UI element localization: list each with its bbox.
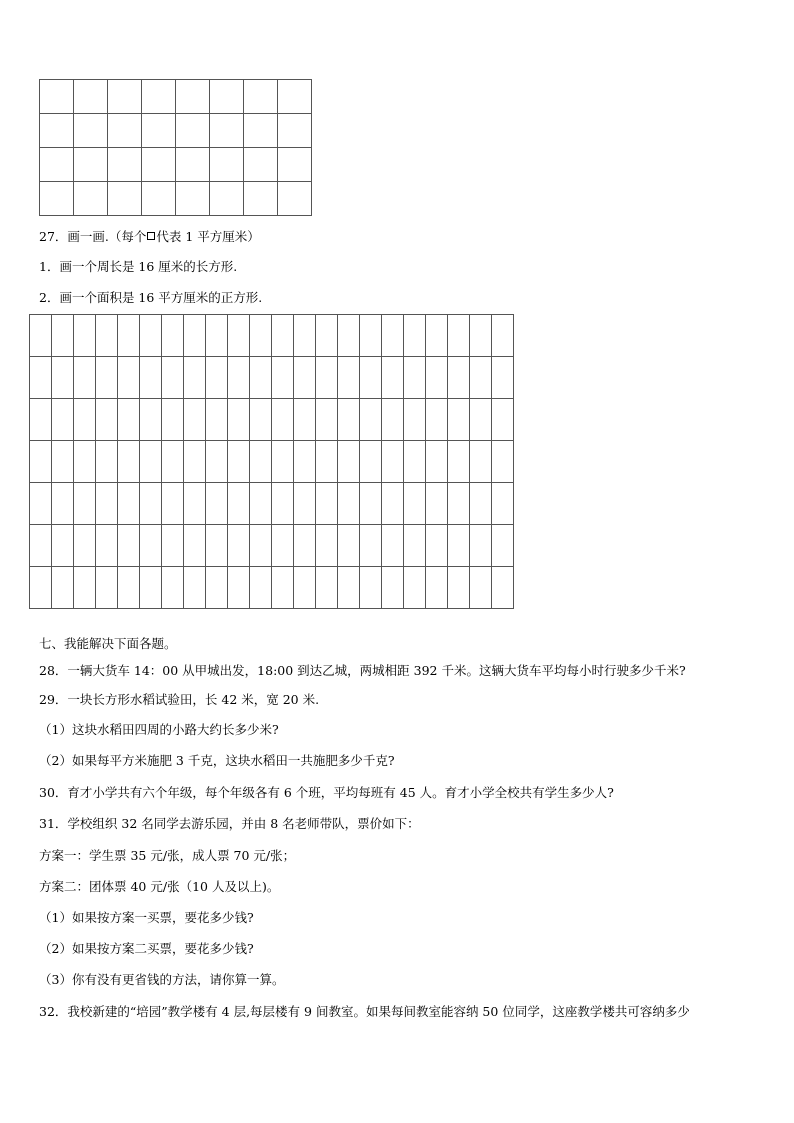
grid-cell [96, 525, 118, 567]
grid-cell [492, 441, 514, 483]
grid-cell [492, 357, 514, 399]
grid-cell [30, 315, 52, 357]
drawing-grid-small [39, 79, 312, 216]
grid-cell [250, 567, 272, 609]
grid-cell [470, 525, 492, 567]
grid-cell [40, 80, 74, 114]
grid-cell [30, 525, 52, 567]
grid-cell [448, 525, 470, 567]
grid-cell [404, 483, 426, 525]
grid-cell [206, 399, 228, 441]
grid-cell [316, 399, 338, 441]
grid-cell [108, 114, 142, 148]
grid-cell [184, 357, 206, 399]
grid-cell [250, 399, 272, 441]
grid-cell [250, 483, 272, 525]
question-28: 28．一辆大货车 14：00 从甲城出发，18:00 到达乙城，两城相距 392 千米。这辆大货车平均每小时行驶多少千米? [39, 663, 686, 678]
grid-cell [52, 315, 74, 357]
grid-cell [74, 114, 108, 148]
grid-cell [30, 441, 52, 483]
grid-cell [184, 525, 206, 567]
grid-cell [74, 483, 96, 525]
grid-cell [52, 525, 74, 567]
grid-cell [360, 315, 382, 357]
grid-cell [448, 399, 470, 441]
grid-cell [140, 399, 162, 441]
grid-cell [52, 567, 74, 609]
grid-cell [294, 567, 316, 609]
grid-cell [448, 567, 470, 609]
grid-cell [176, 114, 210, 148]
grid-cell [140, 483, 162, 525]
grid-cell [140, 525, 162, 567]
grid-cell [184, 399, 206, 441]
grid-cell [118, 525, 140, 567]
question-31-stem: 31．学校组织 32 名同学去游乐园，并由 8 名老师带队，票价如下： [39, 816, 420, 831]
grid-cell [162, 567, 184, 609]
grid-cell [52, 483, 74, 525]
grid-cell [228, 483, 250, 525]
grid-cell [74, 567, 96, 609]
grid-cell [448, 357, 470, 399]
grid-cell [244, 114, 278, 148]
grid-cell [360, 483, 382, 525]
grid-cell [278, 80, 312, 114]
grid-cell [118, 357, 140, 399]
grid-cell [360, 357, 382, 399]
grid-cell [404, 399, 426, 441]
grid-cell [162, 441, 184, 483]
grid-cell [404, 567, 426, 609]
grid-cell [250, 357, 272, 399]
grid-cell [206, 315, 228, 357]
grid-cell [272, 567, 294, 609]
grid-cell [228, 441, 250, 483]
grid-cell [210, 80, 244, 114]
grid-cell [316, 525, 338, 567]
grid-row [30, 441, 514, 483]
grid-cell [278, 114, 312, 148]
grid-cell [316, 567, 338, 609]
grid-cell [470, 441, 492, 483]
grid-cell [40, 148, 74, 182]
grid-cell [316, 357, 338, 399]
section-7-title: 七、我能解决下面各题。 [39, 636, 177, 651]
grid-cell [426, 567, 448, 609]
grid-cell [272, 483, 294, 525]
grid-cell [448, 315, 470, 357]
question-31-plan-2: 方案二：团体票 40 元/张（10 人及以上)。 [39, 879, 280, 894]
grid-cell [360, 399, 382, 441]
grid-cell [272, 441, 294, 483]
question-27-item-1: 1．画一个周长是 16 厘米的长方形. [39, 259, 238, 274]
grid-cell [492, 525, 514, 567]
grid-cell [426, 357, 448, 399]
grid-cell [96, 567, 118, 609]
grid-cell [140, 357, 162, 399]
grid-cell [294, 483, 316, 525]
grid-cell [206, 525, 228, 567]
grid-cell [278, 182, 312, 216]
grid-cell [52, 399, 74, 441]
grid-cell [176, 182, 210, 216]
grid-cell [382, 399, 404, 441]
grid-cell [294, 441, 316, 483]
grid-cell [96, 399, 118, 441]
grid-cell [184, 567, 206, 609]
grid-cell [96, 483, 118, 525]
grid-cell [40, 114, 74, 148]
grid-cell [382, 357, 404, 399]
small-square-icon [147, 232, 155, 240]
grid-cell [278, 148, 312, 182]
grid-cell [162, 483, 184, 525]
grid-row [30, 567, 514, 609]
grid-cell [140, 441, 162, 483]
question-29-stem: 29．一块长方形水稻试验田，长 42 米，宽 20 米. [39, 692, 320, 707]
grid-cell [338, 315, 360, 357]
grid-cell [338, 567, 360, 609]
grid-cell [272, 315, 294, 357]
grid-cell [206, 441, 228, 483]
grid-cell [470, 315, 492, 357]
grid-cell [206, 357, 228, 399]
grid-cell [492, 567, 514, 609]
grid-row [30, 483, 514, 525]
grid-cell [360, 525, 382, 567]
grid-cell [338, 525, 360, 567]
grid-cell [108, 182, 142, 216]
grid-cell [210, 114, 244, 148]
grid-cell [210, 182, 244, 216]
grid-cell [74, 525, 96, 567]
question-31-sub-2: （2）如果按方案二买票，要花多少钱? [39, 941, 254, 956]
grid-cell [316, 441, 338, 483]
grid-cell [382, 483, 404, 525]
grid-cell [244, 148, 278, 182]
grid-cell [108, 148, 142, 182]
question-27-item-2: 2．画一个面积是 16 平方厘米的正方形. [39, 290, 263, 305]
grid-cell [228, 525, 250, 567]
grid-cell [96, 357, 118, 399]
grid-cell [176, 148, 210, 182]
grid-cell [316, 315, 338, 357]
grid-cell [448, 441, 470, 483]
grid-cell [206, 567, 228, 609]
grid-cell [338, 357, 360, 399]
grid-row [40, 182, 312, 216]
grid-cell [294, 357, 316, 399]
grid-cell [142, 80, 176, 114]
grid-cell [74, 80, 108, 114]
grid-cell [294, 399, 316, 441]
grid-cell [142, 148, 176, 182]
question-31-sub-1: （1）如果按方案一买票，要花多少钱? [39, 910, 254, 925]
grid-cell [118, 315, 140, 357]
grid-cell [250, 525, 272, 567]
grid-cell [184, 441, 206, 483]
question-29-sub-2: （2）如果每平方米施肥 3 千克，这块水稻田一共施肥多少千克? [39, 753, 395, 768]
grid-cell [74, 182, 108, 216]
grid-cell [426, 525, 448, 567]
grid-cell [272, 525, 294, 567]
grid-row [40, 80, 312, 114]
grid-cell [140, 315, 162, 357]
grid-cell [184, 315, 206, 357]
grid-cell [118, 399, 140, 441]
grid-cell [316, 483, 338, 525]
grid-cell [228, 315, 250, 357]
question-29-sub-1: （1）这块水稻田四周的小路大约长多少米? [39, 722, 279, 737]
grid-cell [206, 483, 228, 525]
grid-cell [244, 80, 278, 114]
grid-row [40, 114, 312, 148]
grid-cell [382, 315, 404, 357]
grid-cell [30, 357, 52, 399]
grid-row [30, 399, 514, 441]
grid-cell [162, 525, 184, 567]
grid-cell [52, 357, 74, 399]
grid-cell [30, 399, 52, 441]
grid-cell [360, 567, 382, 609]
grid-cell [404, 441, 426, 483]
grid-cell [118, 441, 140, 483]
grid-cell [40, 182, 74, 216]
grid-cell [184, 483, 206, 525]
grid-cell [404, 315, 426, 357]
grid-cell [210, 148, 244, 182]
grid-row [40, 148, 312, 182]
grid-cell [294, 315, 316, 357]
grid-cell [250, 441, 272, 483]
grid-cell [338, 483, 360, 525]
grid-cell [162, 399, 184, 441]
grid-cell [382, 525, 404, 567]
grid-cell [426, 315, 448, 357]
grid-cell [142, 182, 176, 216]
question-31-sub-3: （3）你有没有更省钱的方法，请你算一算。 [39, 972, 285, 987]
grid-cell [244, 182, 278, 216]
question-30: 30．育才小学共有六个年级，每个年级各有 6 个班，平均每班有 45 人。育才小学全校共有学生多少人? [39, 785, 614, 800]
question-31-plan-1: 方案一：学生票 35 元/张，成人票 70 元/张； [39, 848, 296, 863]
grid-cell [338, 441, 360, 483]
grid-cell [492, 399, 514, 441]
grid-cell [382, 441, 404, 483]
grid-cell [74, 399, 96, 441]
grid-cell [294, 525, 316, 567]
grid-cell [162, 315, 184, 357]
grid-cell [74, 315, 96, 357]
grid-cell [96, 315, 118, 357]
question-27-title: 27．画一画.（每个 代表 1 平方厘米） [39, 229, 260, 244]
grid-cell [426, 441, 448, 483]
grid-cell [470, 399, 492, 441]
grid-cell [404, 525, 426, 567]
grid-cell [162, 357, 184, 399]
grid-cell [426, 483, 448, 525]
grid-cell [404, 357, 426, 399]
grid-cell [426, 399, 448, 441]
grid-cell [360, 441, 382, 483]
grid-cell [228, 399, 250, 441]
grid-cell [74, 357, 96, 399]
grid-cell [142, 114, 176, 148]
grid-cell [272, 357, 294, 399]
grid-cell [30, 483, 52, 525]
grid-cell [96, 441, 118, 483]
grid-cell [272, 399, 294, 441]
grid-cell [250, 315, 272, 357]
grid-cell [470, 357, 492, 399]
question-32: 32．我校新建的“培园”教学楼有 4 层,每层楼有 9 间教室。如果每间教室能容纳 50 位同学，这座教学楼共可容纳多少 [39, 1004, 690, 1019]
drawing-grid-large [29, 314, 514, 609]
grid-row [30, 357, 514, 399]
grid-cell [228, 357, 250, 399]
grid-row [30, 525, 514, 567]
grid-cell [492, 483, 514, 525]
grid-cell [118, 567, 140, 609]
grid-cell [30, 567, 52, 609]
grid-cell [74, 441, 96, 483]
grid-cell [74, 148, 108, 182]
grid-cell [470, 567, 492, 609]
grid-cell [448, 483, 470, 525]
grid-cell [52, 441, 74, 483]
grid-cell [338, 399, 360, 441]
grid-cell [492, 315, 514, 357]
grid-row [30, 315, 514, 357]
grid-cell [118, 483, 140, 525]
grid-cell [382, 567, 404, 609]
grid-cell [228, 567, 250, 609]
grid-cell [176, 80, 210, 114]
grid-cell [140, 567, 162, 609]
grid-cell [108, 80, 142, 114]
grid-cell [470, 483, 492, 525]
